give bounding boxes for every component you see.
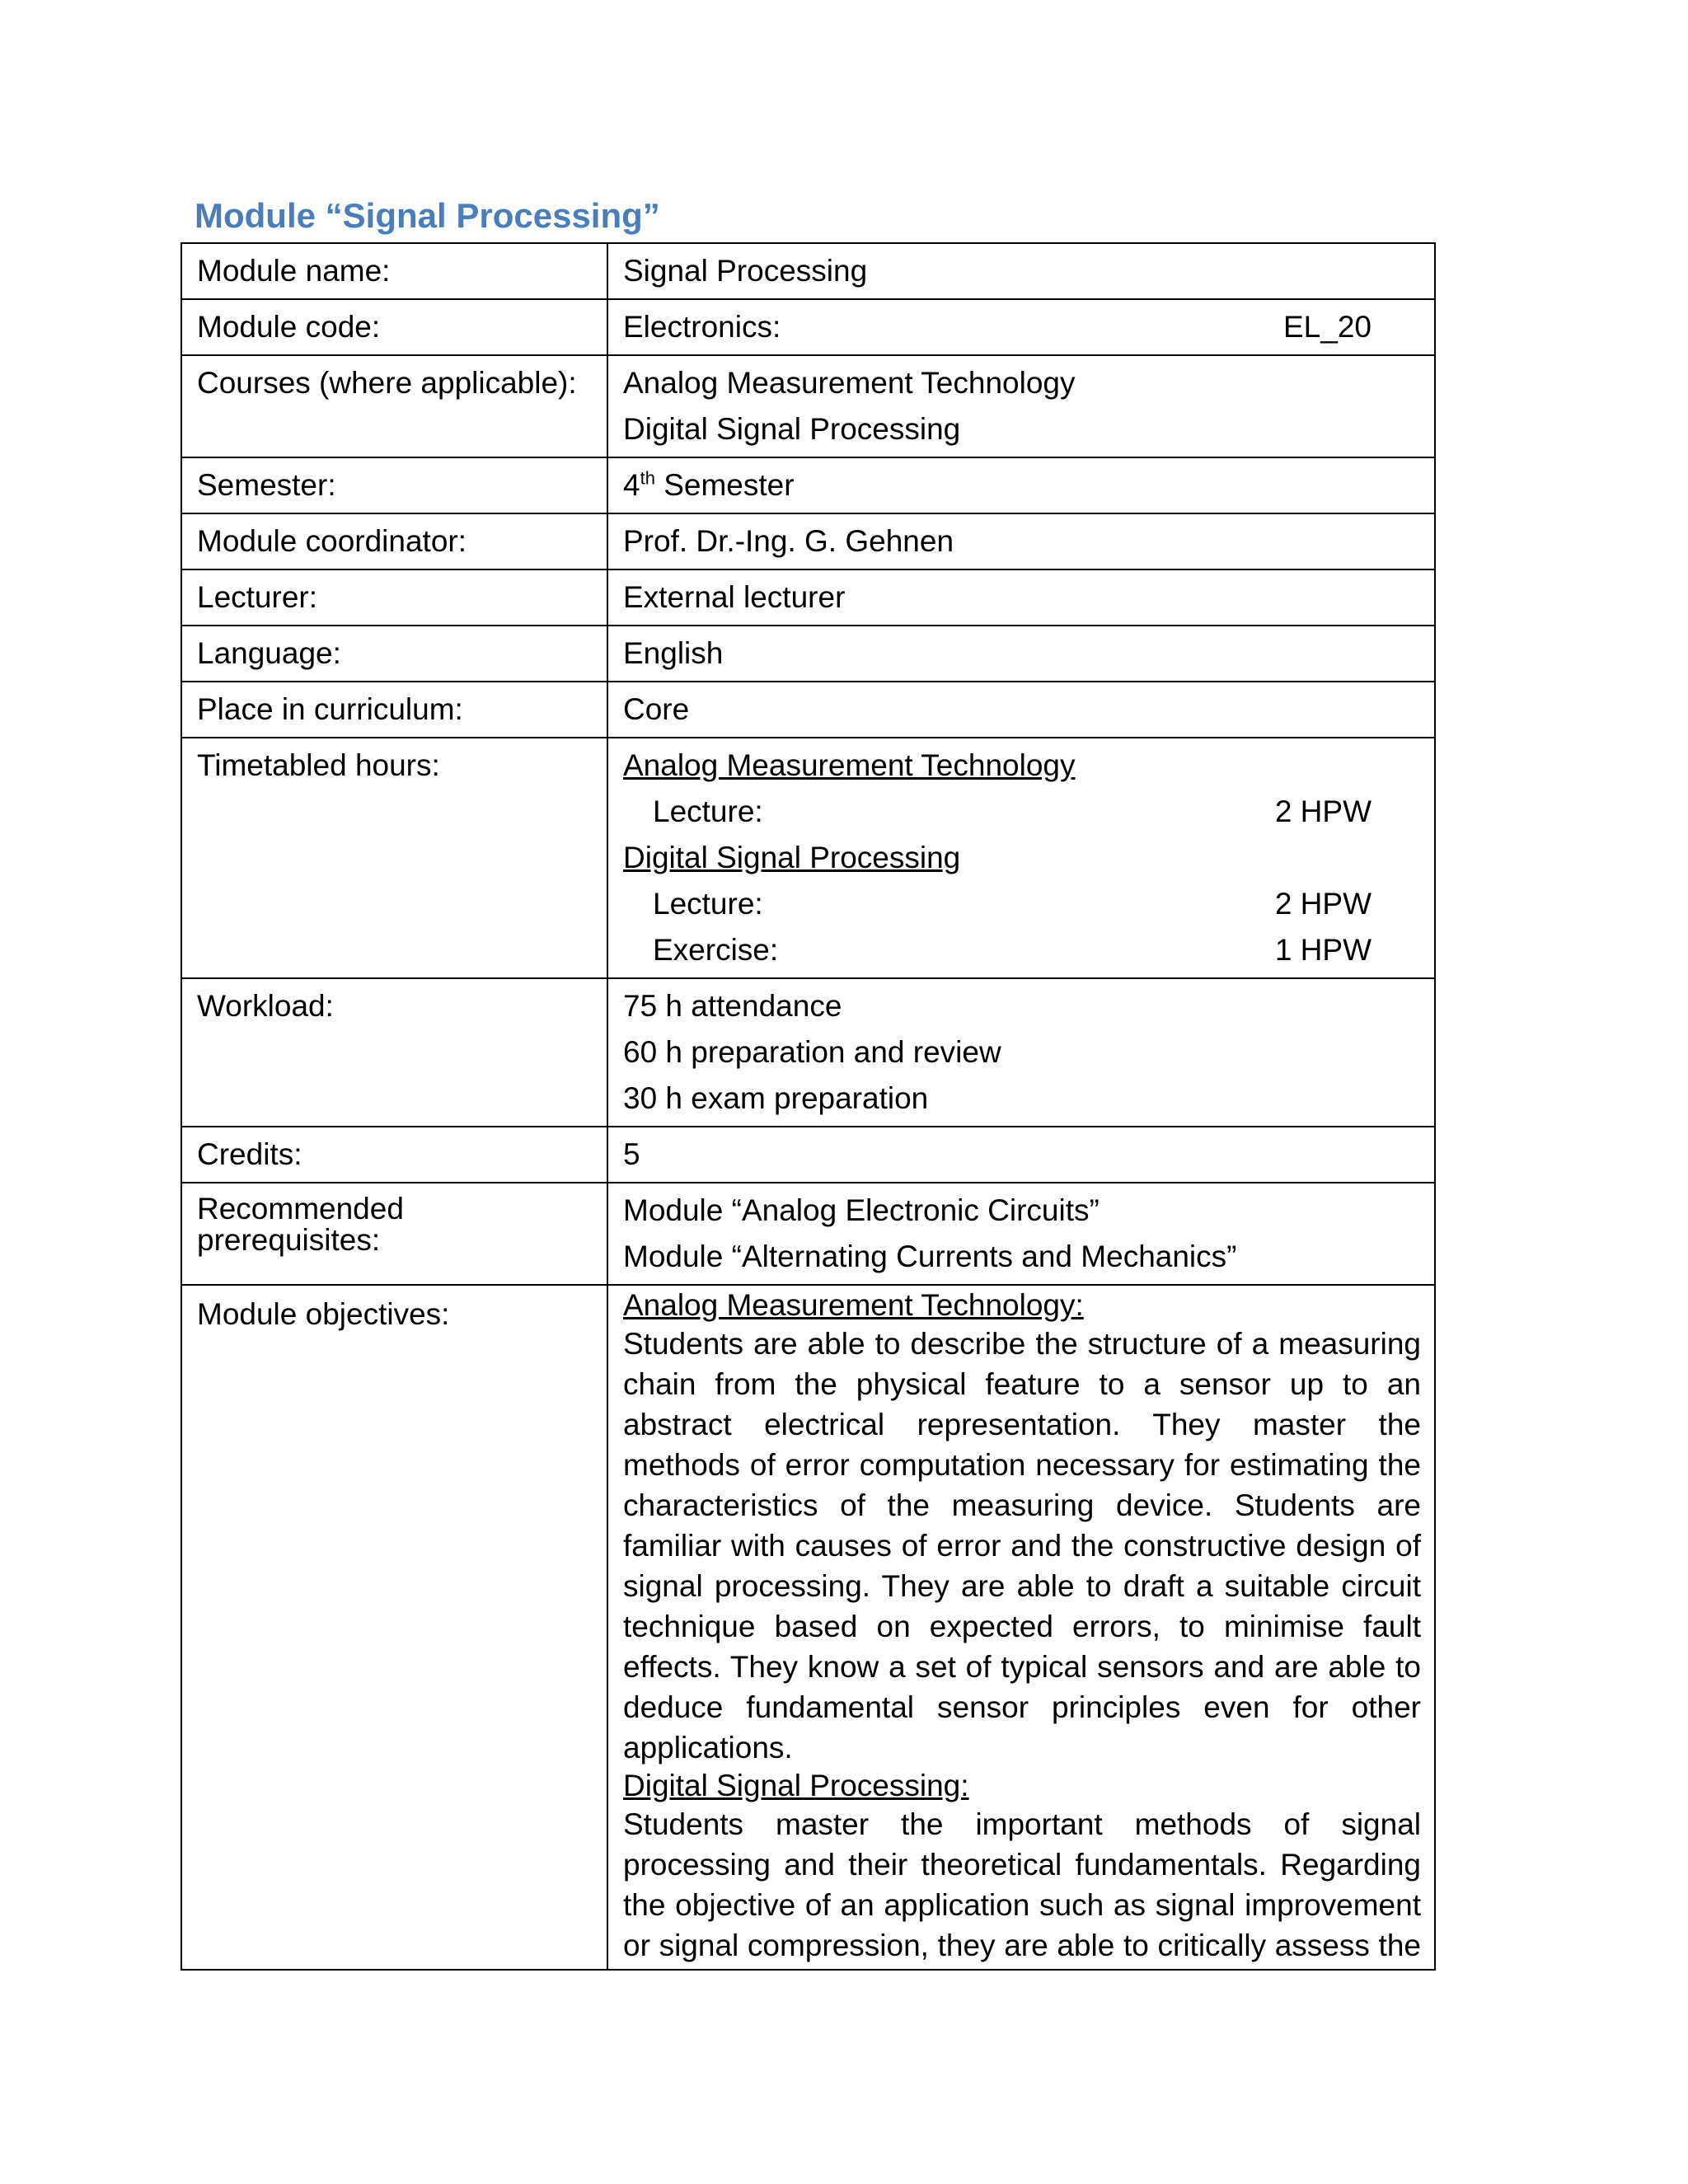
module-table bbox=[181, 242, 1436, 1971]
row-label: Recommended prerequisites: bbox=[181, 1183, 607, 1285]
row-label: Module objectives: bbox=[181, 1285, 607, 1970]
table-row-module-name bbox=[181, 243, 1435, 299]
row-value: Prof. Dr.-Ing. G. Gehnen bbox=[607, 513, 1435, 569]
semester-number: 4 bbox=[623, 468, 640, 502]
row-value: 5 bbox=[607, 1127, 1435, 1183]
objective-heading: Analog Measurement Technology: bbox=[623, 1288, 1084, 1322]
table-row-workload bbox=[181, 978, 1435, 1127]
table-row-language bbox=[181, 626, 1435, 682]
row-label: Lecturer: bbox=[181, 569, 607, 626]
timetable-entry-type: Lecture: bbox=[653, 887, 763, 921]
page-title: Module “Signal Processing” bbox=[195, 196, 660, 235]
row-value bbox=[607, 1183, 1435, 1285]
row-value bbox=[607, 299, 1435, 355]
row-label: Place in curriculum: bbox=[181, 682, 607, 738]
table-row-courses bbox=[181, 355, 1435, 457]
row-value bbox=[607, 355, 1435, 457]
timetable-entry-type: Exercise: bbox=[653, 933, 779, 967]
table-row-module-code bbox=[181, 299, 1435, 355]
course-item: Analog Measurement Technology bbox=[623, 366, 1076, 400]
workload-item: 30 h exam preparation bbox=[623, 1081, 929, 1115]
timetable-entry-hours: 1 HPW bbox=[1274, 933, 1372, 967]
row-label: Module coordinator: bbox=[181, 513, 607, 569]
table-row-lecturer bbox=[181, 569, 1435, 626]
row-value bbox=[607, 457, 1435, 513]
row-value: English bbox=[607, 626, 1435, 682]
row-value bbox=[607, 1285, 1435, 1970]
table-row-semester bbox=[181, 457, 1435, 513]
table-row-objectives bbox=[181, 1285, 1435, 1970]
row-label: Workload: bbox=[181, 978, 607, 1127]
row-label: Credits: bbox=[181, 1127, 607, 1183]
row-value: External lecturer bbox=[607, 569, 1435, 626]
module-code-value: EL_20 bbox=[1283, 310, 1372, 344]
table-row-timetabled-hours bbox=[181, 738, 1435, 978]
row-label: Courses (where applicable): bbox=[181, 355, 607, 457]
semester-text: Semester bbox=[654, 468, 795, 502]
course-item: Digital Signal Processing bbox=[623, 412, 961, 446]
row-value bbox=[607, 738, 1435, 978]
timetable-entry-hours: 2 HPW bbox=[1274, 794, 1372, 828]
row-label: Module name: bbox=[181, 243, 607, 299]
row-label: Semester: bbox=[181, 457, 607, 513]
row-value bbox=[607, 978, 1435, 1127]
row-label: Module code: bbox=[181, 299, 607, 355]
timetable-entry-type: Lecture: bbox=[653, 794, 763, 828]
timetable-entry bbox=[623, 933, 1421, 968]
module-code-program: Electronics: bbox=[623, 310, 781, 344]
objective-text: Students are able to describe the structure of a measuring chain from the physical feature to a sensor up to an abstract electrical representation. They master the methods of error computation necessary for estimating the characteristics of the measuring device. Students are familiar with causes of error and the constructive design of signal processing. They are able to draft a suitable circuit technique based on expected errors, to minimise fault effects. They know a set of typical sensors and are able to deduce fundamental sensor principles even for other applications. bbox=[623, 1327, 1421, 1765]
timetable-course-heading: Analog Measurement Technology bbox=[623, 748, 1076, 782]
row-label: Language: bbox=[181, 626, 607, 682]
workload-item: 75 h attendance bbox=[623, 989, 842, 1023]
table-row-coordinator bbox=[181, 513, 1435, 569]
objective-text: Students master the important methods of signal processing and their theoretical fundamentals. Regarding the objective of an application such as signal improvement or signal compression, they are able to critically assess the bbox=[623, 1807, 1421, 1962]
workload-item: 60 h preparation and review bbox=[623, 1035, 1001, 1069]
objective-heading: Digital Signal Processing: bbox=[623, 1769, 969, 1802]
timetable-entry bbox=[623, 794, 1421, 829]
prerequisite-item: Module “Alternating Currents and Mechanics” bbox=[623, 1240, 1237, 1273]
row-value: Core bbox=[607, 682, 1435, 738]
timetable-entry-hours: 2 HPW bbox=[1274, 887, 1372, 921]
timetable-entry bbox=[623, 887, 1421, 921]
row-label: Timetabled hours: bbox=[181, 738, 607, 978]
timetable-course-heading: Digital Signal Processing bbox=[623, 841, 961, 874]
semester-suffix: th bbox=[640, 467, 655, 489]
table-row-prerequisites bbox=[181, 1183, 1435, 1285]
table-row-credits bbox=[181, 1127, 1435, 1183]
table-row-curriculum bbox=[181, 682, 1435, 738]
row-value: Signal Processing bbox=[607, 243, 1435, 299]
prerequisite-item: Module “Analog Electronic Circuits” bbox=[623, 1193, 1100, 1227]
